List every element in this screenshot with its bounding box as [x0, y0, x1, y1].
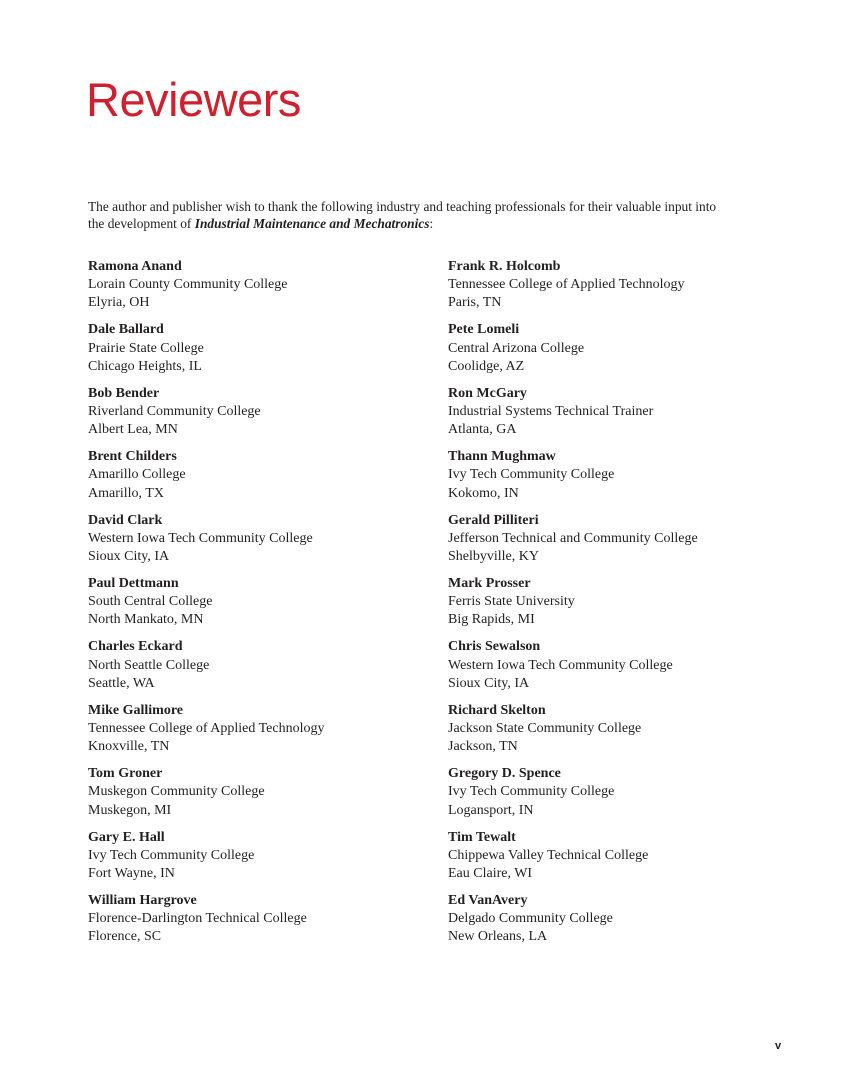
reviewer-name: Charles Eckard	[88, 639, 183, 655]
reviewer-entry	[88, 385, 448, 448]
reviewer-list-left	[88, 258, 448, 955]
reviewer-institution: Prairie State College	[88, 340, 204, 356]
reviewer-name: William Hargrove	[88, 892, 197, 908]
reviewer-location: Amarillo, TX	[88, 485, 164, 501]
reviewer-institution: Jackson State Community College	[448, 720, 642, 736]
reviewer-institution: Ivy Tech Community College	[448, 467, 615, 483]
reviewer-entry	[88, 448, 448, 511]
reviewer-location: Coolidge, AZ	[448, 358, 525, 374]
reviewer-location: Albert Lea, MN	[88, 422, 178, 438]
reviewer-entry	[88, 512, 448, 575]
reviewer-institution: Muskegon Community College	[88, 784, 265, 800]
reviewer-location: Chicago Heights, IL	[88, 358, 202, 374]
reviewer-name: Ed VanAvery	[448, 892, 528, 908]
reviewer-name: Chris Sewalson	[448, 639, 541, 655]
intro-text: The author and publisher wish to thank the following industry and teaching professionals for their valuable input into the development of	[88, 199, 717, 231]
reviewer-name: Brent Childers	[88, 449, 177, 465]
reviewer-institution: Delgado Community College	[448, 911, 613, 927]
reviewer-location: Paris, TN	[448, 295, 502, 311]
reviewer-location: Eau Claire, WI	[448, 865, 533, 881]
reviewer-institution: Riverland Community College	[88, 403, 261, 419]
reviewer-location: Big Rapids, MI	[448, 612, 535, 628]
reviewer-institution: North Seattle College	[88, 657, 210, 673]
reviewer-location: Atlanta, GA	[448, 422, 517, 438]
reviewer-entry	[448, 321, 808, 384]
reviewer-name: Mike Gallimore	[88, 702, 183, 718]
reviewer-entry	[448, 258, 808, 321]
reviewer-institution: Florence-Darlington Technical College	[88, 911, 307, 927]
reviewer-entry	[448, 512, 808, 575]
reviewer-institution: Lorain County Community College	[88, 277, 288, 293]
reviewer-institution: Ivy Tech Community College	[88, 847, 255, 863]
reviewer-name: Pete Lomeli	[448, 322, 520, 338]
reviewer-name: Paul Dettmann	[88, 575, 179, 591]
reviewer-entry	[88, 765, 448, 828]
reviewer-entry	[88, 575, 448, 638]
reviewer-location: Shelbyville, KY	[448, 548, 539, 564]
reviewer-location: Elyria, OH	[88, 295, 150, 311]
reviewer-name: Richard Skelton	[448, 702, 546, 718]
reviewer-entry	[88, 892, 448, 955]
reviewer-entry	[448, 829, 808, 892]
reviewer-name: Dale Ballard	[88, 322, 164, 338]
reviewer-entry	[88, 258, 448, 321]
reviewer-name: Frank R. Holcomb	[448, 259, 561, 274]
reviewer-name: Thann Mughmaw	[448, 449, 556, 465]
reviewer-location: Jackson, TN	[448, 739, 518, 755]
reviewer-institution: Industrial Systems Technical Trainer	[448, 403, 654, 419]
reviewer-entry	[448, 638, 808, 701]
reviewer-entry	[88, 321, 448, 384]
reviewer-institution: Western Iowa Tech Community College	[88, 530, 313, 546]
reviewer-entry	[448, 575, 808, 638]
reviewer-name: Tom Groner	[88, 766, 163, 782]
reviewer-location: Knoxville, TN	[88, 739, 170, 755]
reviewer-institution: Tennessee College of Applied Technology	[88, 720, 325, 736]
book-title: Industrial Maintenance and Mechatronics	[194, 216, 430, 231]
reviewer-institution: Ferris State University	[448, 594, 575, 610]
reviewer-location: New Orleans, LA	[448, 929, 548, 945]
reviewer-name: Tim Tewalt	[448, 829, 516, 845]
reviewer-institution: Ivy Tech Community College	[448, 784, 615, 800]
intro-paragraph	[88, 198, 728, 232]
reviewer-location: Florence, SC	[88, 929, 162, 945]
reviewer-institution: Tennessee College of Applied Technology	[448, 277, 685, 293]
reviewer-location: Muskegon, MI	[88, 802, 172, 818]
reviewer-location: Logansport, IN	[448, 802, 534, 818]
reviewer-location: Seattle, WA	[88, 675, 155, 691]
reviewer-institution: South Central College	[88, 594, 213, 610]
reviewer-name: Gary E. Hall	[88, 829, 165, 845]
reviewer-institution: Chippewa Valley Technical College	[448, 847, 649, 863]
reviewer-location: Sioux City, IA	[88, 548, 170, 564]
reviewer-entry	[448, 448, 808, 511]
reviewer-name: Gregory D. Spence	[448, 766, 561, 782]
page-number: v	[775, 1040, 782, 1052]
reviewer-entry	[448, 892, 808, 955]
reviewer-institution: Jefferson Technical and Community College	[448, 530, 698, 546]
intro-punctuation: :	[429, 216, 434, 231]
reviewer-entry	[88, 829, 448, 892]
reviewer-entry	[88, 638, 448, 701]
reviewer-list-right	[448, 258, 808, 955]
reviewer-name: Ron McGary	[448, 385, 527, 401]
reviewer-institution: Amarillo College	[88, 467, 186, 483]
reviewer-institution: Western Iowa Tech Community College	[448, 657, 673, 673]
page-title: Reviewers	[86, 73, 301, 126]
reviewer-institution: Central Arizona College	[448, 340, 585, 356]
reviewer-entry	[448, 702, 808, 765]
reviewer-entry	[448, 765, 808, 828]
reviewer-name: Ramona Anand	[88, 259, 182, 274]
reviewer-name: David Clark	[88, 512, 163, 528]
reviewer-entry	[448, 385, 808, 448]
reviewer-location: Kokomo, IN	[448, 485, 519, 501]
reviewer-entry	[88, 702, 448, 765]
reviewer-name: Bob Bender	[88, 385, 160, 401]
reviewer-name: Mark Prosser	[448, 575, 531, 591]
reviewer-location: North Mankato, MN	[88, 612, 204, 628]
reviewer-location: Fort Wayne, IN	[88, 865, 175, 881]
reviewer-name: Gerald Pilliteri	[448, 512, 539, 528]
reviewer-location: Sioux City, IA	[448, 675, 530, 691]
